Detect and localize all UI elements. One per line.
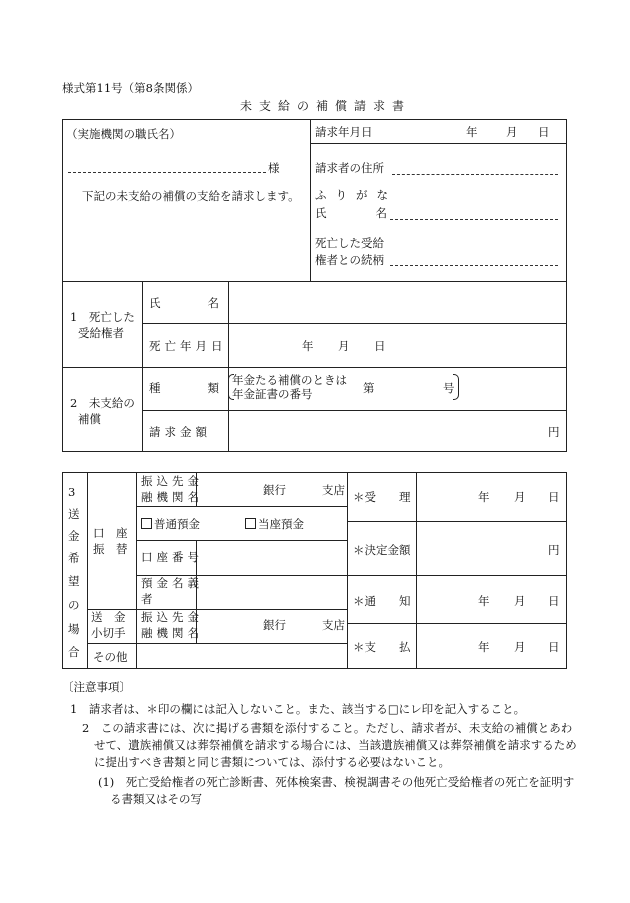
branch-suffix: 支店 [322, 618, 345, 632]
relation-label-1: 死亡した受給 [315, 236, 384, 250]
address-label: 請求者の住所 [315, 161, 384, 175]
month-label: 月 [514, 594, 526, 608]
ordinary-deposit-label: 普通預金 [154, 517, 200, 531]
year-label: 年 [478, 490, 490, 504]
check-label-2: 小切手 [91, 626, 126, 640]
day-label: 日 [548, 640, 560, 654]
section2-label: 2 未支給の [70, 396, 135, 410]
section1-label-2: 受給権者 [78, 326, 124, 340]
ordinary-deposit-checkbox[interactable] [141, 518, 200, 531]
month-label: 月 [338, 339, 350, 353]
month-label: 月 [514, 490, 526, 504]
section3-label-char: 合 [68, 645, 80, 659]
day-label: 日 [548, 490, 560, 504]
bank-label-2: 融機関名 [141, 490, 203, 504]
amount-label: 請求金額 [149, 425, 211, 439]
pension-text-2: 年金証書の番号 [232, 387, 313, 401]
relation-label-2: 権者との続柄 [315, 253, 384, 267]
address-field[interactable] [392, 174, 558, 175]
dai-label: 第 [363, 381, 375, 395]
section3-label-char: の [68, 598, 80, 612]
request-text: 下記の未支給の補償の支給を請求します。 [82, 189, 300, 203]
holder-label-2: 者 [141, 592, 153, 606]
form-number: 様式第11号（第8条関係） [62, 81, 199, 95]
page-title: 未支給の補償請求書 [240, 99, 412, 113]
yen-label: 円 [548, 543, 560, 557]
name-field[interactable] [390, 219, 558, 220]
note-3: (1) 死亡受給権者の死亡診断書、死体検案書、検視調書その他死亡受給権者の死亡を証明する書類又はその写 [98, 775, 575, 806]
note-2: 2 この請求書には、次に掲げる書類を添付すること。ただし、請求者が、未支給の補償とあわせて、遺族補償又は葬祭補償を請求する場合には、当該遺族補償又は葬祭補償を請求するために提出すべき書類と同じ書類については、添付する必要はないこと。 [82, 721, 577, 769]
year-label: 年 [478, 640, 490, 654]
day-label: 日 [374, 339, 386, 353]
pension-text-1: 年金たる補償のときは [232, 373, 347, 387]
notes-heading: 〔注意事項〕 [62, 680, 131, 694]
holder-label-1: 預金名義 [141, 576, 203, 590]
account-transfer-label-2: 振 替 [93, 542, 128, 556]
check-bank-label-1: 振込先金 [141, 610, 203, 624]
type-label: 種類 [149, 381, 219, 395]
death-date-label: 死亡年月日 [149, 339, 227, 353]
deceased-name-label: 氏名 [149, 296, 219, 310]
current-deposit-label: 当座預金 [258, 517, 304, 531]
month-label: 月 [514, 640, 526, 654]
month-label: 月 [506, 125, 518, 139]
day-label: 日 [548, 594, 560, 608]
decided-amount-label: ＊決定金額 [353, 543, 411, 557]
section3-label-char: 場 [68, 622, 80, 636]
note-1: 1 請求者は、＊印の欄には記入しないこと。また、該当する□にレ印を記入すること。 [70, 702, 526, 716]
go-label: 号 [443, 381, 455, 395]
check-bank-label-2: 融機関名 [141, 626, 203, 640]
branch-suffix: 支店 [322, 483, 345, 497]
furigana-label: ふりがな [315, 188, 397, 202]
agency-label: （実施機関の職氏名） [66, 127, 181, 141]
notice-label: ＊通 知 [353, 594, 411, 608]
section3-label-char: 金 [68, 529, 80, 543]
current-deposit-checkbox[interactable] [245, 518, 304, 531]
receipt-label: ＊受 理 [353, 490, 411, 504]
section3-label-char: 3 [68, 485, 76, 499]
section3-label-char: 送 [68, 507, 80, 521]
right-bracket [453, 374, 459, 400]
relation-field[interactable] [390, 265, 558, 266]
year-label: 年 [302, 339, 314, 353]
sama-label: 様 [268, 161, 280, 175]
day-label: 日 [538, 125, 550, 139]
agency-name-field[interactable] [68, 172, 266, 173]
bank-suffix: 銀行 [263, 618, 286, 632]
year-label: 年 [478, 594, 490, 608]
checkbox-icon[interactable] [141, 518, 152, 529]
section3-label-char: 希 [68, 551, 80, 565]
checkbox-icon[interactable] [245, 518, 256, 529]
account-number-label: 口座番号 [141, 550, 203, 564]
bank-suffix: 銀行 [263, 483, 286, 497]
remittance-table [62, 472, 567, 669]
account-transfer-label: 口 座 [93, 526, 128, 540]
section1-label: 1 死亡した [70, 310, 135, 324]
year-label: 年 [466, 125, 478, 139]
check-label-1: 送 金 [91, 610, 126, 624]
yen-label: 円 [548, 425, 560, 439]
bank-label-1: 振込先金 [141, 474, 203, 488]
other-label: その他 [93, 650, 128, 664]
payment-label: ＊支 払 [353, 640, 411, 654]
section2-label-2: 補償 [78, 412, 101, 426]
name-label: 氏名 [315, 206, 387, 220]
request-date-label: 請求年月日 [315, 125, 373, 139]
section3-label-char: 望 [68, 574, 80, 588]
